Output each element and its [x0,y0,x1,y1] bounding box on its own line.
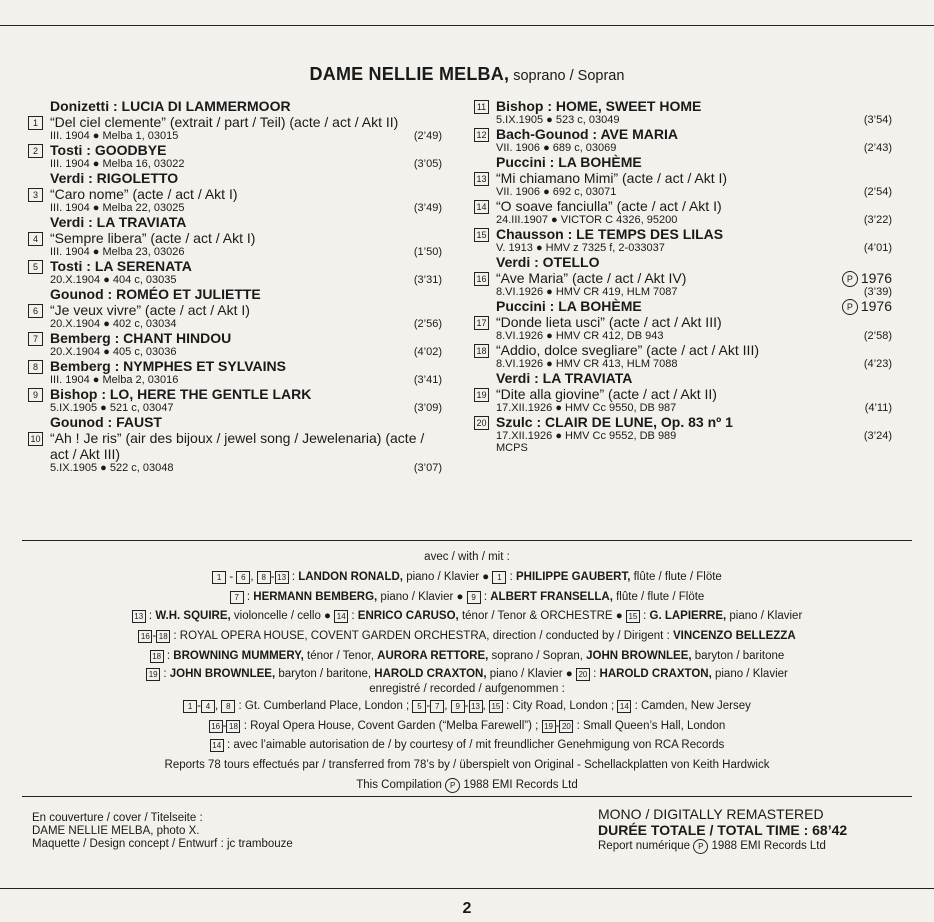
track-number-ref: 16 [138,630,152,643]
credit-text: BROWNING MUMMERY, [173,649,304,662]
track-composer-title: Bemberg : NYMPHES ET SYLVAINS [50,358,286,374]
track-duration: (3’54) [863,114,892,126]
track-work: “Sempre libera” (acte / act / Akt I) [50,230,256,246]
track-number-ref: 8 [257,571,271,584]
track-duration: (2’49) [413,130,442,142]
credit-text: JOHN BROWNLEE, [169,667,276,680]
track-composer-title: Bemberg : CHANT HINDOU [50,330,232,346]
credit-line-2: 7 : HERMANN BEMBERG, piano / Klavier ● 9 : ALBERT FRANSELLA, flûte / flute / Flöte [0,588,934,608]
track-duration: (3’49) [413,202,442,214]
track-number: 9 [28,388,43,402]
track-entry [474,370,892,386]
track-number: 17 [474,316,489,330]
track-duration: (1’50) [413,246,442,258]
track-entry [474,442,892,454]
credit-text: VINCENZO BELLEZZA [672,630,796,643]
track-duration: (3’41) [413,374,442,386]
track-number-ref: 7 [430,700,444,713]
track-number: 15 [474,228,489,242]
track-number-ref: 13 [469,700,483,713]
track-number-ref: 9 [467,591,481,604]
track-work: “Dite alla giovine” (acte / act / Akt II) [496,386,717,402]
artist-role: soprano / Sopran [513,68,625,84]
recorded-line-1: 1 - 4 , 8 : Gt. Cumberland Place, London ; 5 - 7 , 9 - 13 , 15 : City Road, London ; 14 : Camden, New Jersey [0,697,934,717]
track-entry [474,386,892,414]
track-recording: 17.XII.1926 ● HMV Cc 9550, DB 987 (4’11) [496,402,892,414]
credit-text: piano / Klavier ● [489,667,573,680]
credit-text: flûte / flute / Flöte [633,570,722,583]
artist-name: DAME NELLIE MELBA, [309,64,510,84]
credit-text: AURORA RETTORE, [377,649,489,662]
technical-info [598,806,847,854]
track-number: 19 [474,388,489,402]
track-number: 11 [474,100,489,114]
track-duration: (3’07) [413,462,442,474]
track-entry [474,270,892,298]
credit-text: violoncelle / cello ● [233,610,331,623]
track-number-ref: 19 [542,720,556,733]
phonogram-date: P 1976 [842,298,892,315]
phonogram-icon: P [842,299,858,315]
track-composer-title: Szulc : CLAIR DE LUNE, Op. 83 nº 1 [496,414,733,430]
track-recording: III. 1904 ● Melba 1, 03015 (2’49) [50,130,442,142]
track-composer-title: Tosti : LA SERENATA [50,258,192,274]
track-number-ref: 14 [617,700,631,713]
track-composer-title: Gounod : FAUST [50,414,162,430]
transfer-credit: Reports 78 tours effectués par / transferred from 78’s by / überspielt von Original - Schellackplatten von Keith Hardwick [164,759,770,772]
credit-line-3: 13 : W.H. SQUIRE, violoncelle / cello ● 14 : ENRICO CARUSO, ténor / Tenor & ORCHESTRE ● 15 : G. LAPIERRE, piano / Klavier [0,607,934,627]
track-recording: MCPS [496,442,528,454]
track-entry [474,254,892,270]
track-number: 2 [28,144,43,158]
credit-text: This Compilation [356,778,442,791]
track-entry [474,342,892,370]
track-number: 4 [28,232,43,246]
credit-line-6: 19 : JOHN BROWNLEE, baryton / baritone, HAROLD CRAXTON, piano / Klavier ● 20 : HAROLD CRAXTON, piano / Klavier [0,667,934,682]
tracklist-left [28,98,442,474]
track-composer-title: Donizetti : LUCIA DI LAMMERMOOR [50,98,291,114]
track-number-ref: 15 [626,610,640,623]
track-recording: 8.VI.1926 ● HMV CR 413, HLM 7088 (4’23) [496,358,892,370]
track-recording: VII. 1906 ● 692 c, 03071 (2’54) [496,186,892,198]
track-entry [474,126,892,154]
track-work: “Caro nome” (acte / act / Akt I) [50,186,238,202]
credit-text: 1988 EMI Records Ltd [463,778,578,791]
digital-report [598,838,847,854]
track-work: “Je veux vivre” (acte / act / Akt I) [50,302,250,318]
track-recording: III. 1904 ● Melba 22, 03025 (3’49) [50,202,442,214]
track-work: “Donde lieta usci” (acte / act / Akt III) [496,314,722,330]
cover-credits [32,812,293,851]
credit-text: : Royal Opera House, Covent Garden (“Melba Farewell”) ; [243,719,539,732]
cover-line-3: Maquette / Design concept / Entwurf : jc trambouze [32,838,293,850]
cover-line-2: DAME NELLIE MELBA, photo X. [32,825,200,837]
phonogram-icon: P [842,271,858,287]
track-entry [474,314,892,342]
track-number-ref: 4 [201,700,215,713]
track-number-ref: 14 [210,739,224,752]
credit-text: HAROLD CRAXTON, [599,667,712,680]
track-recording: III. 1904 ● Melba 23, 03026 (1’50) [50,246,442,258]
credit-text: JOHN BROWNLEE, [586,649,692,662]
credit-line-5: 18 : BROWNING MUMMERY, ténor / Tenor, AURORA RETTORE, soprano / Sopran, JOHN BROWNLEE, baryton / baritone [0,647,934,667]
credit-text: piano / Klavier [729,610,803,623]
credit-text: ténor / Tenor, [307,649,374,662]
track-number-ref: 1 [492,571,506,584]
track-recording: 5.IX.1905 ● 523 c, 03049 (3’54) [496,114,892,126]
track-number-ref: 13 [275,571,289,584]
credit-text: LANDON RONALD, [298,570,403,583]
track-number-ref: 13 [132,610,146,623]
credit-text: PHILIPPE GAUBERT, [516,570,631,583]
track-number-ref: 18 [156,630,170,643]
track-entry [28,302,442,330]
track-recording: 20.X.1904 ● 404 c, 03035 (3’31) [50,274,442,286]
track-entry [28,330,442,358]
track-entry [28,386,442,414]
credit-text: ROYAL OPERA HOUSE, COVENT GARDEN ORCHESTRA, direction / conducted by / Dirigent : [179,630,670,643]
track-number-ref: 1 [183,700,197,713]
track-recording: III. 1904 ● Melba 2, 03016 (3’41) [50,374,442,386]
credit-text: Report numérique [598,840,691,852]
track-number-ref: 1 [212,571,226,584]
tracklist-right [474,98,892,454]
track-entry [28,98,442,114]
track-number-ref: 8 [221,700,235,713]
credit-text: : Gt. Cumberland Place, London ; [238,699,410,712]
middle-rule [22,540,912,541]
track-entry [28,142,442,170]
credit-text: : City Road, London ; [506,699,615,712]
track-entry [28,186,442,214]
compilation-copyright [0,776,934,796]
track-recording: 5.IX.1905 ● 521 c, 03047 (3’09) [50,402,442,414]
track-number: 7 [28,332,43,346]
track-number-ref: 9 [451,700,465,713]
track-duration: (4’01) [863,242,892,254]
track-composer-title: Bishop : LO, HERE THE GENTLE LARK [50,386,312,402]
track-number-ref: 18 [150,650,164,663]
track-recording: III. 1904 ● Melba 16, 03022 (3’05) [50,158,442,170]
track-composer-title: Gounod : ROMÉO ET JULIETTE [50,286,261,302]
credit-text: baryton / baritone [694,649,785,662]
track-number-ref: 16 [209,720,223,733]
track-composer-title: Verdi : RIGOLETTO [50,170,179,186]
credit-text: W.H. SQUIRE, [155,610,231,623]
credit-text: ténor / Tenor & ORCHESTRE ● [461,610,623,623]
credit-text: baryton / baritone, [278,667,372,680]
cover-line-1: En couverture / cover / Titelseite : [32,812,203,824]
page-number: 2 [462,900,472,917]
track-composer-title: Chausson : LE TEMPS DES LILAS [496,226,724,242]
track-number: 20 [474,416,489,430]
track-composer-title: Bishop : HOME, SWEET HOME [496,98,702,114]
track-recording: 8.VI.1926 ● HMV CR 412, DB 943 (2’58) [496,330,892,342]
track-recording: 5.IX.1905 ● 522 c, 03048 (3’07) [50,462,442,474]
track-number: 1 [28,116,43,130]
total-time: DURÉE TOTALE / TOTAL TIME : 68’42 [598,822,848,838]
track-duration: (3’22) [863,214,892,226]
track-recording: 8.VI.1926 ● HMV CR 419, HLM 7087 (3’39) [496,286,892,298]
credits-intro: avec / with / mit : [424,551,510,563]
track-number-ref: 20 [576,668,590,681]
credit-text: : Small Queen’s Hall, London [576,719,726,732]
credit-text: HERMANN BEMBERG, [253,590,378,603]
credit-text: piano / Klavier ● [406,570,490,583]
track-number: 13 [474,172,489,186]
recorded-line-3 [0,736,934,756]
credit-line-1: 1 - 6 , 8 - 13 : LANDON RONALD, piano / Klavier ● 1 : PHILIPPE GAUBERT, flûte / flute / Flöte [0,568,934,588]
credit-text: piano / Klavier [714,667,788,680]
track-work: “Addio, dolce svegliare” (acte / act / Akt III) [496,342,759,358]
track-duration: (2’56) [413,318,442,330]
track-number: 10 [28,432,43,446]
track-composer-title: Verdi : OTELLO [496,254,600,270]
track-entry [28,258,442,286]
track-recording: V. 1913 ● HMV z 7325 f, 2-033037 (4’01) [496,242,892,254]
credit-text: : Camden, New Jersey [634,699,751,712]
track-number: 5 [28,260,43,274]
track-duration: (3’09) [413,402,442,414]
track-composer-title: Tosti : GOODBYE [50,142,167,158]
track-entry [28,358,442,386]
track-work: “Mi chiamano Mimi” (acte / act / Akt I) [496,170,728,186]
track-number: 12 [474,128,489,142]
track-duration: (2’54) [863,186,892,198]
track-duration: (4’02) [413,346,442,358]
credit-text: G. LAPIERRE, [649,610,727,623]
credits [0,548,934,796]
track-number-ref: 18 [226,720,240,733]
track-recording: 24.III.1907 ● VICTOR C 4326, 95200 (3’22) [496,214,892,226]
track-entry [28,286,442,302]
track-duration: (3’39) [863,286,892,298]
track-duration: (3’24) [863,430,892,442]
lower-rule [22,796,912,797]
track-composer-title: Puccini : LA BOHÈME [496,154,642,170]
track-recording: 17.XII.1926 ● HMV Cc 9552, DB 989 (3’24) [496,430,892,442]
phonogram-date: P 1976 [842,270,892,287]
track-composer-title: Bach-Gounod : AVE MARIA [496,126,678,142]
credit-line-4: 16 - 18 : ROYAL OPERA HOUSE, COVENT GARDEN ORCHESTRA, direction / conducted by / Dirigent : VINCENZO BELLEZZA [0,627,934,647]
track-work: “Del ciel clemente” (extrait / part / Teil) (acte / act / Akt II) [50,114,399,130]
track-recording: 20.X.1904 ● 405 c, 03036 (4’02) [50,346,442,358]
track-entry [28,414,442,430]
track-composer-title: Verdi : LA TRAVIATA [496,370,633,386]
top-rule [0,25,934,26]
recorded-label: enregistré / recorded / aufgenommen : [369,682,565,695]
track-entry [474,170,892,198]
track-entry [474,154,892,170]
track-entry [474,226,892,254]
track-composer-title: Verdi : LA TRAVIATA [50,214,187,230]
track-entry [28,170,442,186]
track-number-ref: 7 [230,591,244,604]
track-number-ref: 15 [489,700,503,713]
track-number-ref: 20 [559,720,573,733]
track-entry [28,430,442,474]
track-duration: (3’05) [413,158,442,170]
recorded-line-2: 16 - 18 : Royal Opera House, Covent Garden (“Melba Farewell”) ; 19 - 20 : Small Queen’s Hall, London [0,717,934,737]
credit-text: soprano / Sopran, [491,649,583,662]
track-number: 3 [28,188,43,202]
track-number-ref: 5 [412,700,426,713]
track-duration: (2’43) [863,142,892,154]
phonogram-icon: P [445,778,460,793]
track-entry [28,114,442,142]
track-work: “Ave Maria” (acte / act / Akt IV) P 1976 [496,270,892,286]
track-entry [28,214,442,230]
track-duration: (3’31) [413,274,442,286]
bottom-rule [0,888,934,889]
track-recording: VII. 1906 ● 689 c, 03069 (2’43) [496,142,892,154]
track-number-ref: 14 [334,610,348,623]
credit-text: piano / Klavier ● [380,590,464,603]
credit-text: HAROLD CRAXTON, [374,667,487,680]
track-work: “O soave fanciulla” (acte / act / Akt I) [496,198,722,214]
track-number: 16 [474,272,489,286]
credit-text: flûte / flute / Flöte [616,590,705,603]
credit-text: ALBERT FRANSELLA, [490,590,613,603]
track-composer-title: Puccini : LA BOHÈME P 1976 [496,298,892,314]
track-number: 14 [474,200,489,214]
phonogram-icon: P [693,839,708,854]
track-entry [474,298,892,314]
track-duration: (4’11) [864,402,892,414]
track-number-ref: 19 [146,668,160,681]
page-title [0,64,934,85]
track-work: “Ah ! Je ris” (air des bijoux / jewel song / Jewelenaria) (acte / act / Akt III) [50,430,425,462]
credit-text: 1988 EMI Records Ltd [711,840,826,852]
credit-text: : avec l’aimable autorisation de / by courtesy of / mit freundlicher Genehmigung von RCA Records [226,739,725,752]
track-number: 6 [28,304,43,318]
track-entry [28,230,442,258]
track-entry [474,98,892,126]
track-number: 18 [474,344,489,358]
track-entry [474,414,892,442]
credit-text: ENRICO CARUSO, [357,610,459,623]
track-recording: 20.X.1904 ● 402 c, 03034 (2’56) [50,318,442,330]
track-number-ref: 6 [236,571,250,584]
track-duration: (2’58) [863,330,892,342]
track-duration: (4’23) [863,358,892,370]
mono-remastered: MONO / DIGITALLY REMASTERED [598,806,824,822]
track-entry [474,198,892,226]
track-number: 8 [28,360,43,374]
